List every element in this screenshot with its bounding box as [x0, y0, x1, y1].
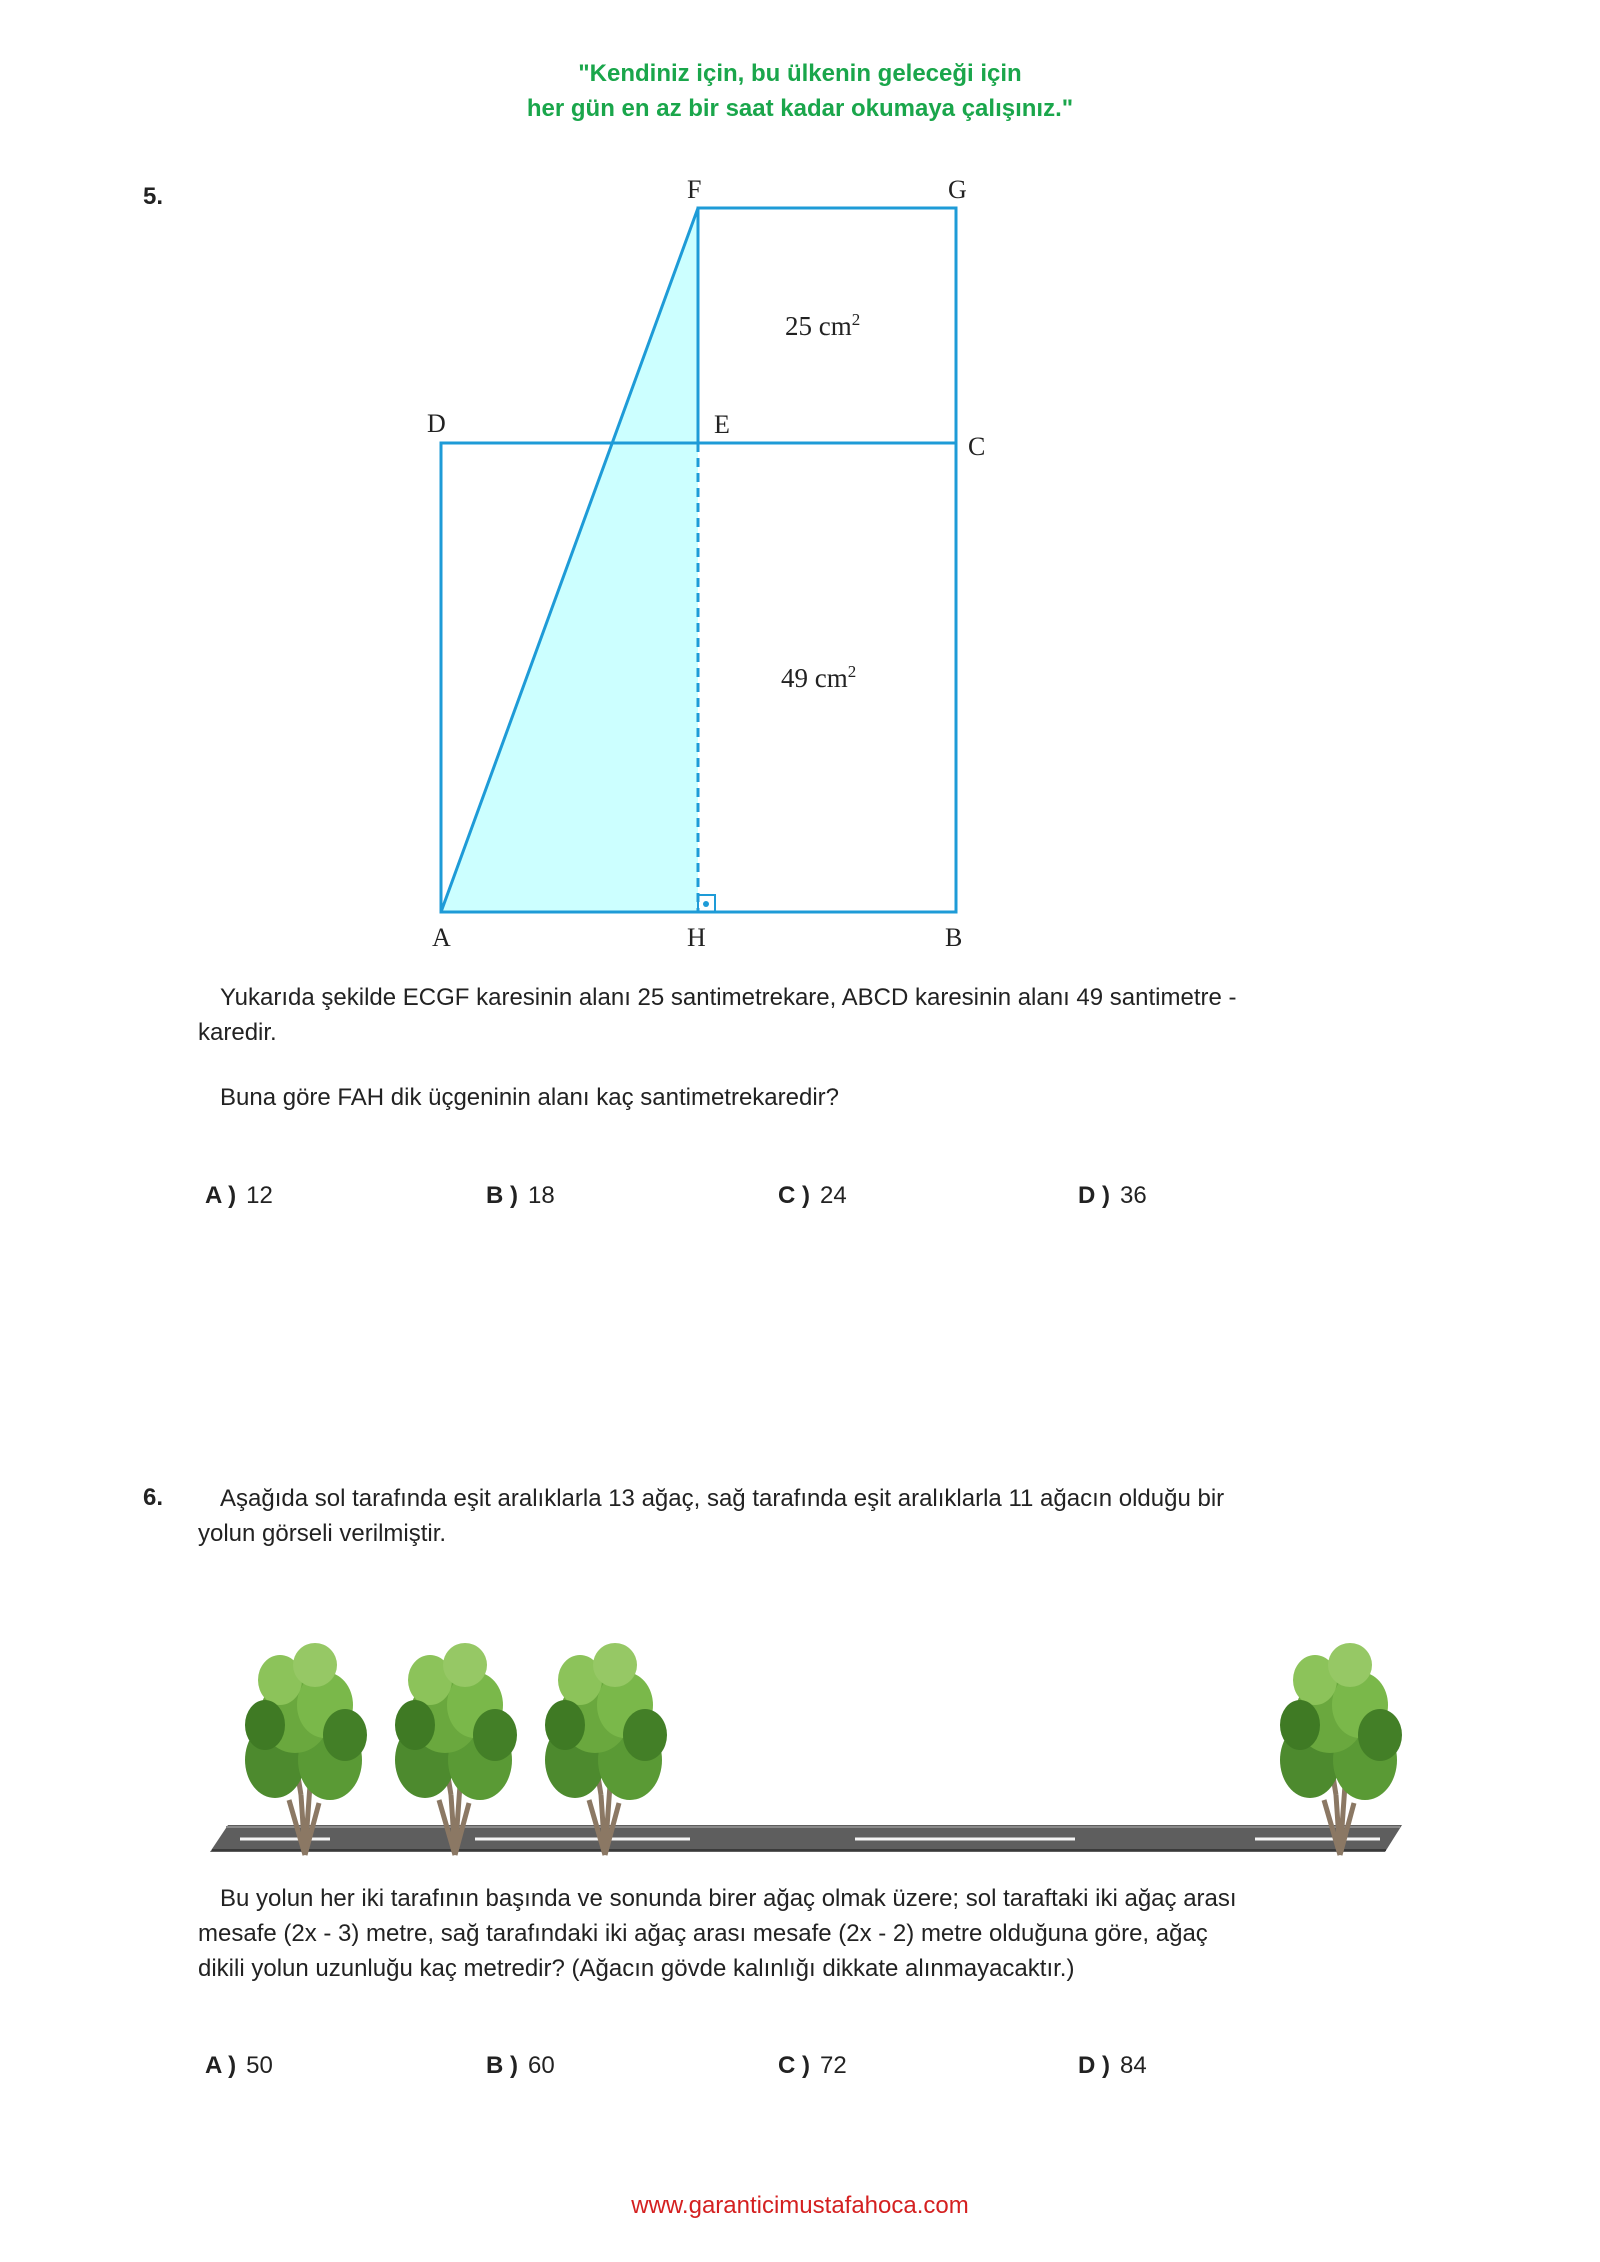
label-d: D — [427, 409, 446, 438]
question-6-text-line-1: Bu yolun her iki tarafının başında ve sonunda birer ağaç olmak üzere; sol taraftaki iki ağaç arası — [220, 1885, 1237, 1912]
road-with-trees-image — [0, 1555, 1600, 1875]
q6-option-d[interactable]: D ) 84 — [1078, 2052, 1147, 2079]
q5-option-a[interactable]: A ) 12 — [205, 1182, 273, 1209]
question-6-text-line-2: mesafe (2x - 3) metre, sağ tarafındaki iki ağaç arası mesafe (2x - 2) metre olduğuna göre, ağaç — [198, 1920, 1208, 1947]
question-6-intro-line-1: Aşağıda sol tarafında eşit aralıklarla 13 ağaç, sağ tarafında eşit aralıklarla 11 ağacın olduğu bir — [220, 1485, 1225, 1512]
question-6-text-line-3: dikili yolun uzunluğu kaç metredir? (Ağacın gövde kalınlığı dikkate alınmayacaktır.) — [198, 1955, 1075, 1982]
question-5-text — [198, 980, 1236, 1050]
right-angle-dot — [703, 901, 709, 907]
q6-option-c[interactable]: C ) 72 — [778, 2052, 847, 2079]
area-label-bottom: 49 $cm^2$ — [781, 662, 857, 693]
question-5-number: 5. — [143, 183, 164, 210]
question-5-prompt: Buna göre FAH dik üçgeninin alanı kaç santimetrekaredir? — [220, 1084, 840, 1111]
tree-4 — [1280, 1643, 1402, 1855]
question-6-text — [198, 1881, 1237, 1986]
quote-line-1: "Kendiniz için, bu ülkenin geleceği için — [578, 60, 1022, 87]
label-h: H — [687, 923, 706, 952]
label-f: F — [687, 175, 702, 204]
question-6-number: 6. — [143, 1484, 164, 1511]
tree-3 — [545, 1643, 667, 1855]
label-e: E — [714, 410, 730, 439]
label-c: C — [968, 432, 986, 461]
q5-option-c[interactable]: C ) 24 — [778, 1182, 847, 1209]
q6-option-a[interactable]: A ) 50 — [205, 2052, 273, 2079]
question-6-intro — [198, 1481, 1224, 1551]
quote-line-2: her gün en az bir saat kadar okumaya çalışınız." — [526, 95, 1074, 122]
question-6-intro-line-2: yolun görseli verilmiştir. — [198, 1520, 447, 1547]
q6-option-b[interactable]: B ) 60 — [486, 2052, 555, 2079]
q5-option-b[interactable]: B ) 18 — [486, 1182, 555, 1209]
question-5-text-line-1: Yukarıda şekilde ECGF karesinin alanı 25 santimetrekare, ABCD karesinin alanı 49 santimetre - — [220, 984, 1237, 1011]
tree-2 — [395, 1643, 517, 1855]
area-label-top: 25 $cm^2$ — [785, 310, 861, 341]
footer-website-link[interactable]: www.garanticimustafahoca.com — [631, 2192, 969, 2219]
label-b: B — [945, 923, 963, 952]
question-5-text-line-2: karedir. — [198, 1019, 277, 1046]
road — [210, 1825, 1402, 1852]
tree-1 — [245, 1643, 367, 1855]
label-g: G — [948, 175, 967, 204]
squares-figure — [0, 0, 1600, 980]
label-a: A — [432, 923, 451, 952]
q5-option-d[interactable]: D ) 36 — [1078, 1182, 1147, 1209]
